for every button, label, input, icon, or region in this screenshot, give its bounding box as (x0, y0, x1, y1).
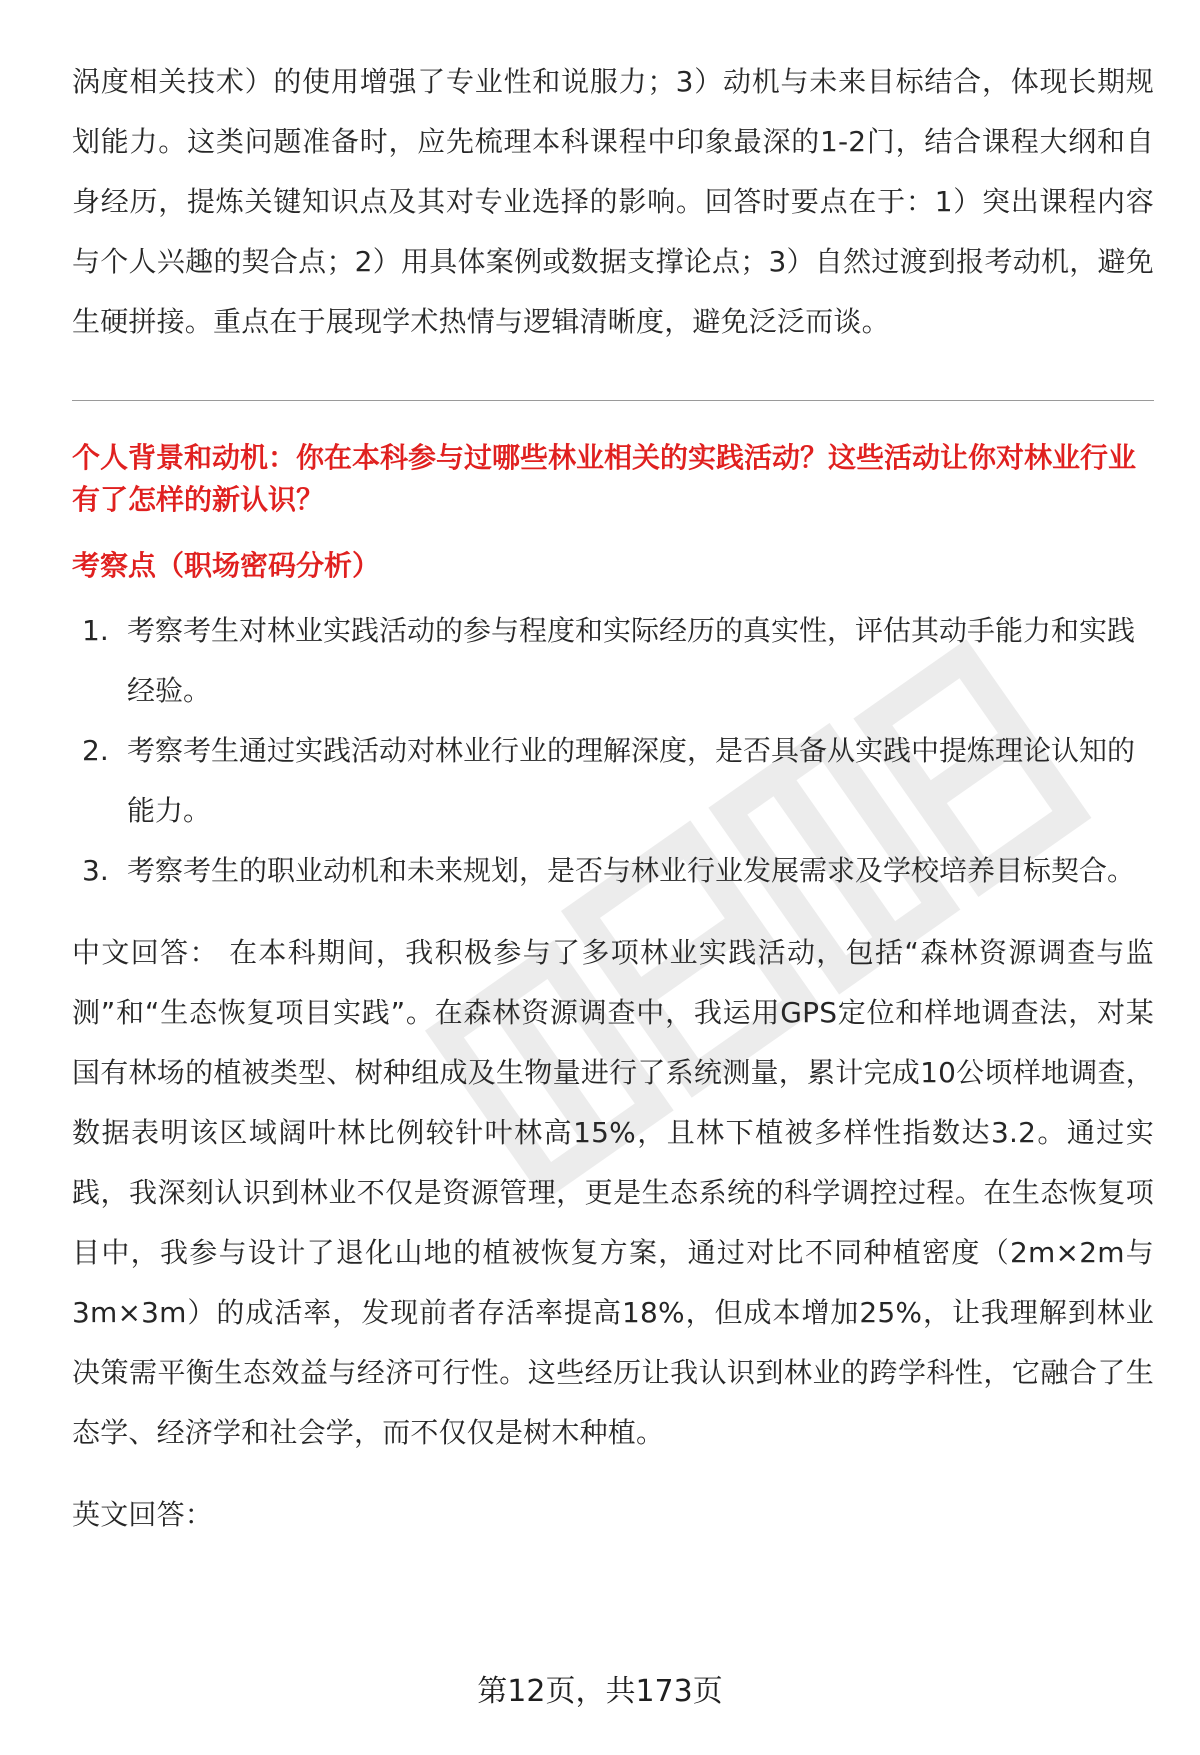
intro-paragraph: 涡度相关技术）的使用增强了专业性和说服力；3）动机与未来目标结合，体现长期规划能力。这类问题准备时，应先梳理本科课程中印象最深的1-2门，结合课程大纲和自身经历，提炼关键知识点及其对专业选择的影响。回答时要点在于：1）突出课程内容与个人兴趣的契合点；2）用具体案例或数据支撑论点；3）自然过渡到报考动机，避免生硬拼接。重点在于展现学术热情与逻辑清晰度，避免泛泛而谈。 (72, 65, 1154, 338)
list-item-text: 考察考生的职业动机和未来规划，是否与林业行业发展需求及学校培养目标契合。 (127, 854, 1136, 887)
list-item (72, 721, 1154, 841)
list-item (72, 841, 1154, 901)
list-item-text: 考察考生通过实践活动对林业行业的理解深度，是否具备从实践中提炼理论认知的能力。 (127, 734, 1136, 827)
list-item-number: 2. (82, 734, 109, 767)
document-page (72, 52, 1154, 1545)
list-item-number: 1. (82, 614, 109, 647)
analysis-points-list (72, 601, 1154, 901)
section-divider (72, 400, 1154, 401)
list-item-text: 考察考生对林业实践活动的参与程度和实际经历的真实性，评估其动手能力和实践经验。 (127, 614, 1136, 707)
list-item (72, 601, 1154, 721)
list-item-number: 3. (82, 854, 109, 887)
analysis-title: 考察点（职场密码分析） (72, 549, 381, 582)
page-footer: 第12页，共173页 (477, 1674, 723, 1709)
question-heading: 个人背景和动机：你在本科参与过哪些林业相关的实践活动？这些活动让你对林业行业有了怎样的新认识？ (72, 441, 1137, 516)
chinese-answer: 中文回答： 在本科期间，我积极参与了多项林业实践活动，包括“森林资源调查与监测”和“生态恢复项目实践”。在森林资源调查中，我运用GPS定位和样地调查法，对某国有林场的植被类型、树种组成及生物量进行了系统测量，累计完成10公顷样地调查，数据表明该区域阔叶林比例较针叶林高15%，且林下植被多样性指数达3.2。通过实践，我深刻认识到林业不仅是资源管理，更是生态系统的科学调控过程。在生态恢复项目中，我参与设计了退化山地的植被恢复方案，通过对比不同种植密度（2m×2m与3m×3m）的成活率，发现前者存活率提高18%，但成本增加25%，让我理解到林业决策需平衡生态效益与经济可行性。这些经历让我认识到林业的跨学科性，它融合了生态学、经济学和社会学，而不仅仅是树木种植。 (72, 936, 1154, 1449)
english-answer-label: 英文回答： (72, 1498, 214, 1531)
